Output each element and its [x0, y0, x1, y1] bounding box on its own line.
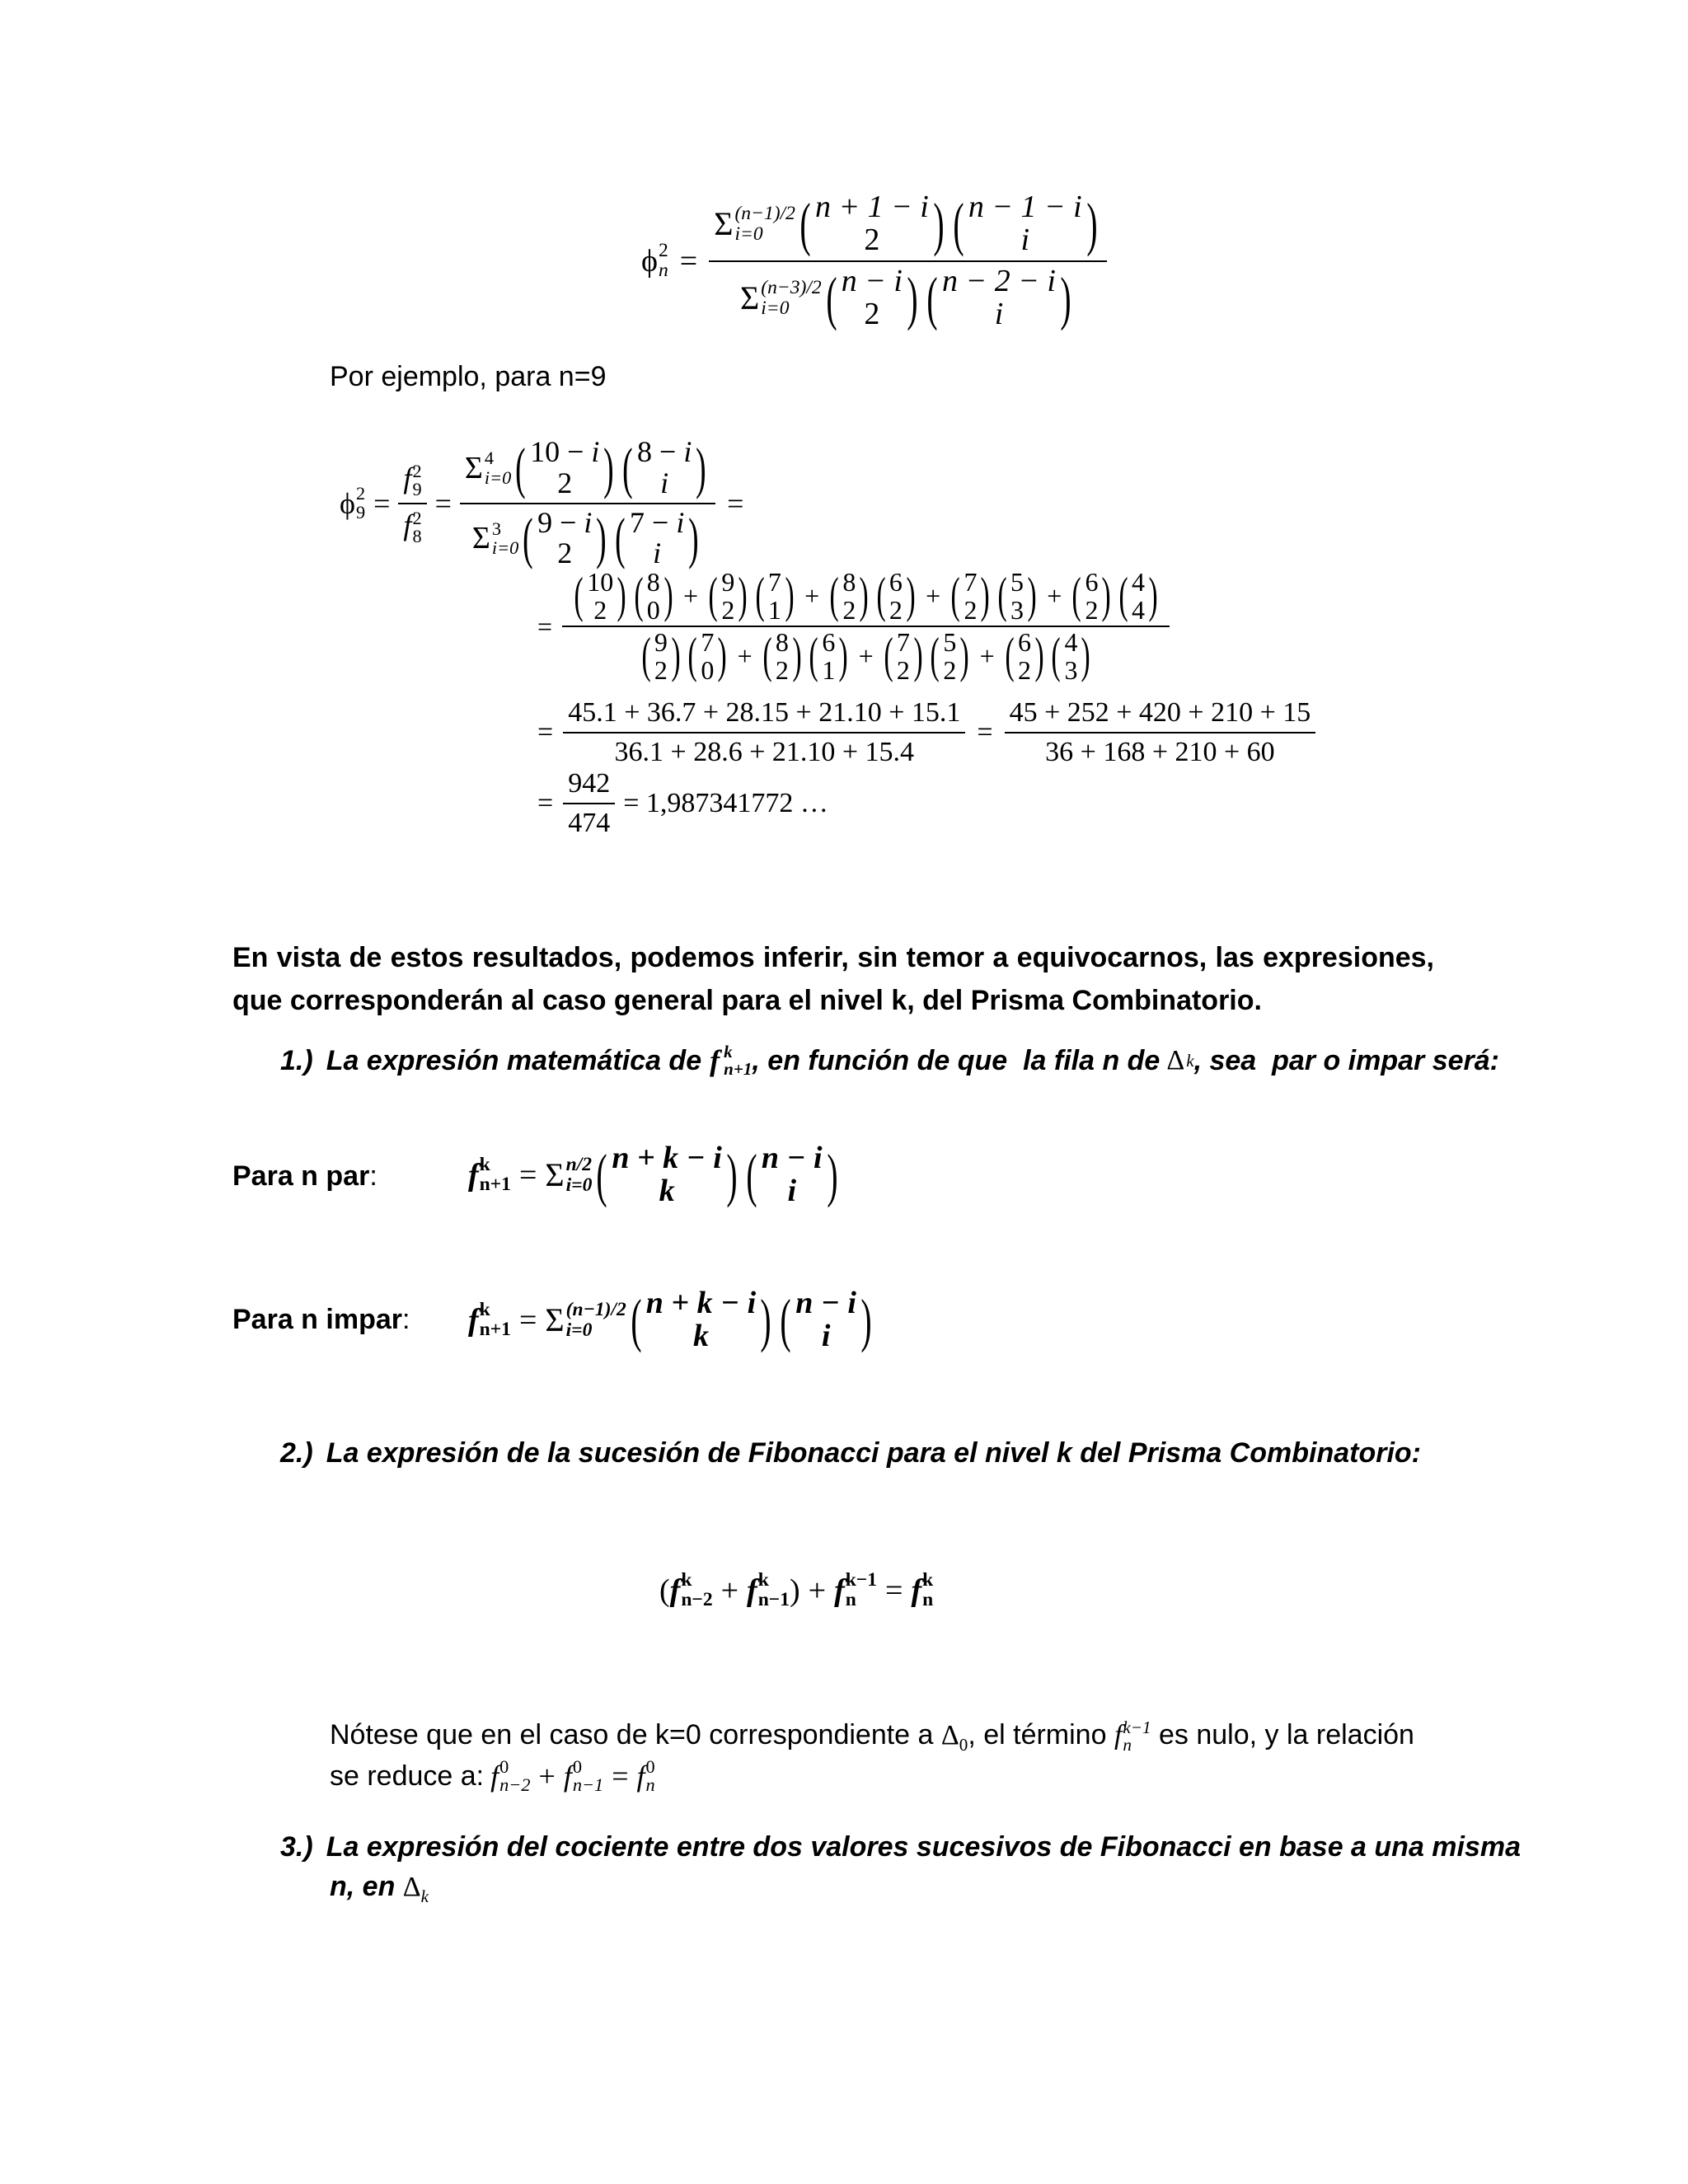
formula-phi-n-squared: ϕ 2 n = Σ (n−1)/2 i=0 ( n + 1 − i 2 ) ( n − 1 − i i ) Σ (n−3)/2 i=0 ( n − i 2 ) ( n − 2 − i i ): [641, 191, 1107, 331]
formula-fibonacci-level-k: ( f k n−2 + f k n−1 ) + f k−1 n = f k n: [659, 1569, 934, 1610]
example-label: Por ejemplo, para n=9: [330, 361, 607, 392]
para-n-par-label: Para n par:: [232, 1160, 377, 1192]
item-3-heading-line2: n, en $\Delta_k$: [330, 1871, 429, 1906]
formula-n-impar: f k n+1 = Σ (n−1)/2 i=0 ( n + k − i k ) ( n − i i ): [468, 1286, 872, 1353]
phi-symbol: ϕ: [641, 243, 659, 279]
item-2-heading: 2.) La expresión de la sucesión de Fibonacci para el nivel k del Prisma Combinatorio:: [280, 1437, 1421, 1469]
item-1-heading: 1.) La expresión matemática de f k n+1 , en función de que la fila n de Δ k , sea par o impar será:: [280, 1041, 1499, 1079]
conclusion-paragraph: En vista de estos resultados, podemos inferir, sin temor a equivocarnos, las expresiones, que corresponderán al caso general para el nivel k, del Prisma Combinatorio.: [232, 942, 1434, 1016]
note-line-2: se reduce a: f 0 n−2 + f 0 n−1 = f 0 n: [330, 1755, 655, 1795]
item-3-heading: 3.) La expresión del cociente entre dos valores sucesivos de Fibonacci en base a una misma: [280, 1831, 1522, 1863]
para-n-impar-label: Para n impar:: [232, 1304, 410, 1335]
example-numeric-line: = $\frac{45.1 + 36.7 + 28.15 + 21.10 + 15.1}{36.1 + 28.6 + 21.10 + 15.4}$ = $\frac{45 + 252 + 420 + 210 + 15}{36 + 168 + 210 + 60}$: [537, 697, 1315, 768]
example-binomial-expansion: = ( 10 2 ) ( 8 0 ) + ( 9 2 ) ( 7 1 ) + ( 8 2 ) ( 6 2 ) + ( 7 2 ) ( 5 3 ) + ( 6 2 ) ( 4 4 ) ( 9 2 ) ( 7 0 ) + ( 8 2 ) ( 6 1 ) + ( 7 2 ) ( 5 2 ) + ( 6 2 ) ( 4 3 ): [537, 569, 1170, 684]
formula-n-par: f k n+1 = Σ n/2 i=0 ( n + k − i k ) ( n − i i ): [468, 1141, 838, 1208]
note-line-1: Nótese que en el caso de k=0 correspondiente a $\Delta_0$, el término f k−1 n es nulo, y la relación: [330, 1717, 1414, 1755]
example-final-result: = $\frac{942}{474}$ = 1,987341772 …: [537, 768, 828, 838]
example-phi9-line1: ϕ 2 9 = f 2 9 f 2 8 = Σ 4 i=0 ( 10 − i 2 ) ( 8 − i i ) Σ 3 i=0 ( 9 − i 2 ) ( 7 − i i ) =: [340, 435, 744, 570]
